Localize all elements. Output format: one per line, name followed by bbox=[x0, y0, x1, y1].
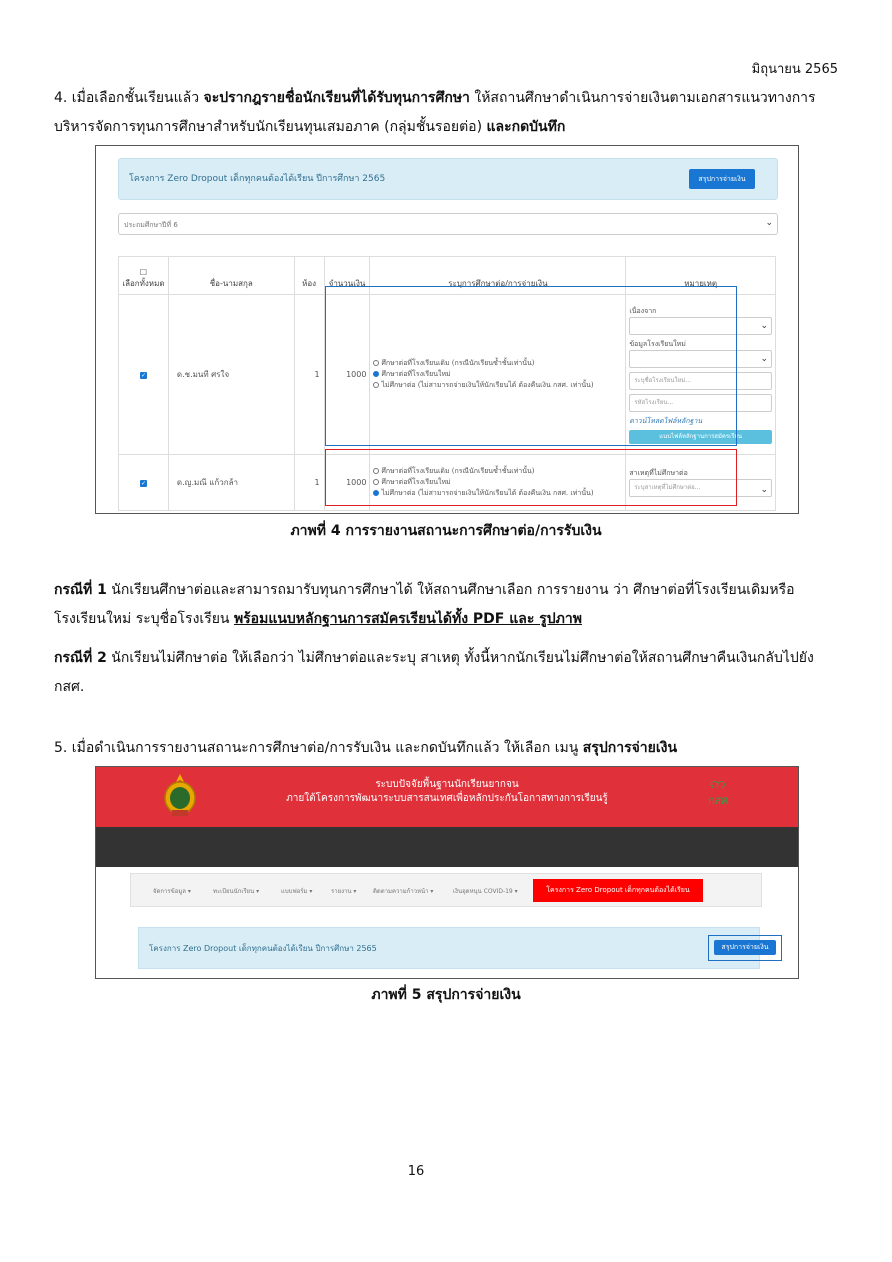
upload-evidence-button[interactable]: แนบไฟล์หลักฐานการสมัครเรียน bbox=[629, 430, 772, 444]
select-all-header[interactable]: ☐ เลือกทั้งหมด bbox=[119, 257, 169, 295]
step4-prefix: 4. เมื่อเลือกชั้นเรียนแล้ว bbox=[54, 90, 204, 106]
download-evidence-link[interactable]: ดาวน์โหลดไฟล์หลักฐาน bbox=[629, 416, 703, 425]
eef-logo: ဢ กสศ bbox=[698, 775, 738, 809]
education-header: ระบุการศึกษาต่อ/การจ่ายเงิน bbox=[370, 257, 626, 295]
navbar bbox=[96, 827, 798, 867]
case2-text: นักเรียนไม่ศึกษาต่อ ให้เลือกว่า ไม่ศึกษาต่อและระบุ สาเหตุ ทั้งนี้หากนักเรียนไม่ศึกษาต่อให้สถานศึกษาคืนเงินกลับไปยัง กสศ. bbox=[54, 650, 814, 695]
chevron-down-icon: ⌄ bbox=[760, 485, 768, 495]
reason-label: สาเหตุที่ไม่ศึกษาต่อ bbox=[629, 469, 688, 477]
option-new-school[interactable]: ศึกษาต่อที่โรงเรียนใหม่ bbox=[373, 369, 624, 380]
case1-emphasis: พร้อมแนบหลักฐานการสมัครเรียนได้ทั้ง PDF และ รูปภาพ bbox=[233, 611, 582, 627]
step4-mid: ให้สถานศึกษาดำเนินการจ่ายเงินตามเอกสารแนวทางการบริหารจัดการทุนการศึกษาสำหรับนักเรียนทุนเสมอภาค (กลุ่มชั้นรอยต่อ) bbox=[54, 90, 816, 135]
student-name: ด.ช.มนที ศรใจ bbox=[168, 295, 294, 455]
student-amount: 1000 bbox=[324, 295, 370, 455]
new-school-input[interactable]: ระบุชื่อโรงเรียนใหม่... bbox=[629, 372, 772, 390]
row-checkbox[interactable]: ✓ bbox=[140, 480, 146, 487]
case1-label: กรณีที่ 1 bbox=[54, 582, 107, 598]
project-header bbox=[118, 158, 778, 200]
student-room: 1 bbox=[294, 295, 324, 455]
project-title: โครงการ Zero Dropout เด็กทุกคนต้องได้เรียน ปีการศึกษา 2565 bbox=[129, 174, 386, 184]
project-panel bbox=[138, 927, 769, 969]
page-number: 16 bbox=[407, 1164, 425, 1179]
page-date: มิถุนายน 2565 bbox=[751, 62, 838, 77]
banner-line2: ภายใต้โครงการพัฒนาระบบสารสนเทศเพื่อหลักประกันโอกาสทางการเรียนรู้ bbox=[286, 793, 608, 804]
menu-covid-grant[interactable]: เงินอุดหนุน COVID-19 ▾ bbox=[453, 888, 518, 895]
banner-line1: ระบบปัจจัยพื้นฐานนักเรียนยากจน bbox=[375, 779, 519, 790]
menu-forms[interactable]: แบบฟอร์ม ▾ bbox=[281, 888, 313, 895]
row-checkbox[interactable]: ✓ bbox=[140, 372, 146, 379]
chevron-down-icon: ⌄ bbox=[760, 320, 768, 331]
figure5-screenshot bbox=[95, 766, 799, 979]
panel-title: โครงการ Zero Dropout เด็กทุกคนต้องได้เรียน ปีการศึกษา 2565 bbox=[149, 944, 377, 953]
menu-student-registry[interactable]: ทะเบียนนักเรียน ▾ bbox=[213, 888, 260, 895]
main-menu bbox=[130, 873, 762, 907]
new-school-info-label: ข้อมูลโรงเรียนใหม่ bbox=[629, 339, 686, 348]
case1-text: นักเรียนศึกษาต่อและสามารถมารับทุนการศึกษาได้ ให้สถานศึกษาเลือก การรายงาน ว่า ศึกษาต่อที่โรงเรียนเดิมหรือโรงเรียนใหม่ ระบุชื่อโรงเรียน bbox=[54, 582, 795, 627]
step5-text: 5. เมื่อดำเนินการรายงานสถานะการศึกษาต่อ/การรับเงิน และกดบันทึกแล้ว ให้เลือก เมนู bbox=[54, 740, 583, 756]
option-new-school[interactable]: ศึกษาต่อที่โรงเรียนใหม่ bbox=[373, 477, 624, 488]
menu-manage-data[interactable]: จัดการข้อมูล ▾ bbox=[153, 888, 191, 895]
leaf-icon: ဢ bbox=[710, 773, 726, 792]
summary-button[interactable]: สรุปการจ่ายเงิน bbox=[714, 940, 776, 955]
school-code-input[interactable]: รหัสโรงเรียน... bbox=[629, 394, 772, 412]
chevron-down-icon: ⌄ bbox=[760, 353, 768, 364]
step4-bold2: และกดบันทึก bbox=[486, 119, 566, 135]
summary-button[interactable]: สรุปการจ่ายเงิน bbox=[689, 169, 755, 189]
class-select-value: ประถมศึกษาปีที่ 6 bbox=[124, 221, 178, 229]
option-not-continue[interactable]: ไม่ศึกษาต่อ (ไม่สามารถจ่ายเงินให้นักเรียนได้ ต้องคืนเงิน กสศ. เท่านั้น) bbox=[373, 488, 624, 499]
case1-paragraph bbox=[54, 576, 838, 634]
student-amount: 1000 bbox=[324, 455, 370, 511]
room-header: ห้อง bbox=[294, 257, 324, 295]
option-not-continue[interactable]: ไม่ศึกษาต่อ (ไม่สามารถจ่ายเงินให้นักเรียนได้ ต้องคืนเงิน กสศ. เท่านั้น) bbox=[373, 380, 624, 391]
step4-paragraph bbox=[54, 84, 838, 142]
because-label: เนื่องจาก bbox=[629, 306, 657, 315]
site-banner bbox=[96, 767, 798, 827]
menu-zero-dropout[interactable]: โครงการ Zero Dropout เด็กทุกคนต้องได้เรียน bbox=[533, 879, 703, 902]
highlight-box-blue bbox=[325, 286, 737, 446]
step5-paragraph bbox=[54, 734, 838, 763]
menu-reports[interactable]: รายงาน ▾ bbox=[331, 888, 357, 895]
menu-progress[interactable]: ติดตามความก้าวหน้า ▾ bbox=[373, 888, 434, 895]
student-room: 1 bbox=[294, 455, 324, 511]
reason-select[interactable]: ระบุสาเหตุที่ไม่ศึกษาต่อ... ⌄ bbox=[629, 479, 772, 497]
step4-bold1: จะปรากฎรายชื่อนักเรียนที่ได้รับทุนการศึกษา bbox=[203, 90, 470, 106]
chevron-down-icon: ⌄ bbox=[765, 218, 773, 228]
option-old-school[interactable]: ศึกษาต่อที่โรงเรียนเดิม (กรณีนักเรียนซ้ำชั้นเท่านั้น) bbox=[373, 466, 624, 477]
highlight-box-red bbox=[325, 449, 737, 506]
option-old-school[interactable]: ศึกษาต่อที่โรงเรียนเดิม (กรณีนักเรียนซ้ำชั้นเท่านั้น) bbox=[373, 358, 624, 369]
figure4-screenshot bbox=[95, 145, 799, 514]
case2-label: กรณีที่ 2 bbox=[54, 650, 107, 666]
highlight-box-blue bbox=[708, 935, 782, 961]
class-select[interactable] bbox=[118, 213, 778, 235]
figure4-caption: ภาพที่ 4 การรายงานสถานะการศึกษาต่อ/การรับเงิน bbox=[290, 523, 602, 539]
remark-header: หมายเหตุ bbox=[626, 257, 776, 295]
name-header: ชื่อ-นามสกุล bbox=[168, 257, 294, 295]
case2-paragraph bbox=[54, 644, 838, 702]
figure5-caption: ภาพที่ 5 สรุปการจ่ายเงิน bbox=[371, 987, 521, 1003]
student-name: ด.ญ.มณี แก้วกล้า bbox=[168, 455, 294, 511]
step5-bold: สรุปการจ่ายเงิน bbox=[582, 740, 678, 756]
amount-header: จำนวนเงิน bbox=[324, 257, 370, 295]
